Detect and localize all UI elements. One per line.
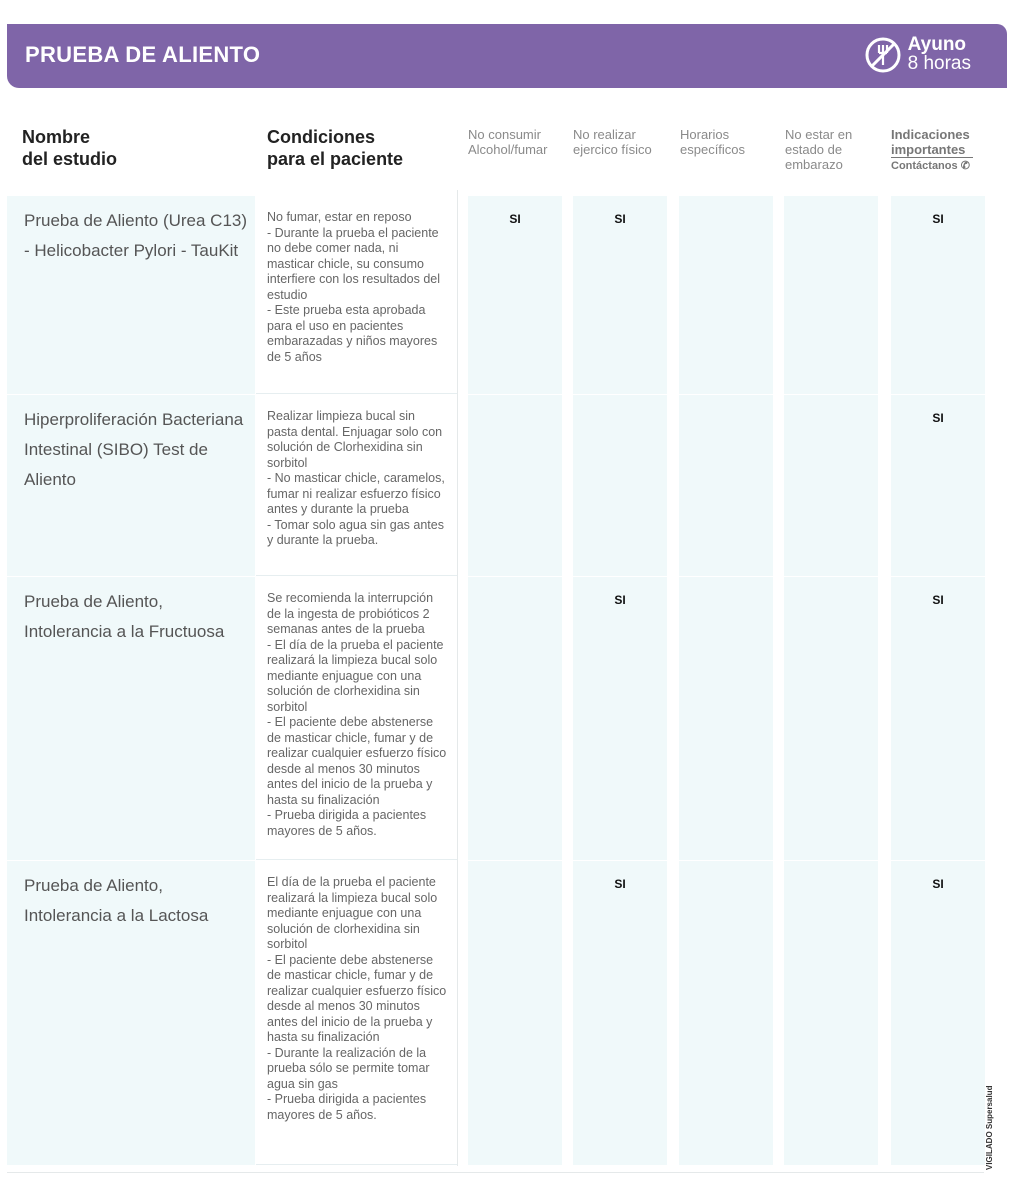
requirement-cell: SI [573, 861, 667, 1165]
requirement-cell: SI [468, 196, 562, 394]
requirement-cell: SI [891, 395, 985, 576]
study-name: Prueba de Aliento (Urea C13) - Helicobacter Pylori - TauKit [7, 196, 255, 394]
study-conditions: Realizar limpieza bucal sin pasta dental. Enjuagar solo con solución de Clorhexidina sin sorbitol - No masticar chicle, caramelos, fumar ni realizar esfuerzo físico antes y durante la prueba - Tomar solo agua sin gas antes y durante la prueba. [256, 395, 457, 576]
requirement-cell [679, 861, 773, 1165]
header-no-alcohol: No consumir Alcohol/fumar [468, 127, 548, 157]
section-title: PRUEBA DE ALIENTO [25, 42, 261, 67]
header-indications-important: importantes [891, 142, 973, 158]
requirement-cell: SI [891, 196, 985, 394]
fasting-label: Ayuno [907, 34, 967, 55]
vigilado-text: VIGILADO Supersalud [985, 1085, 994, 1170]
no-food-icon [864, 36, 902, 74]
requirement-cell [679, 395, 773, 576]
requirement-cell [468, 395, 562, 576]
requirement-cell: SI [573, 577, 667, 860]
header-no-pregnant: No estar en estado de embarazo [785, 127, 853, 172]
requirement-cell [784, 861, 878, 1165]
header-conditions: Condiciones para el paciente [267, 127, 404, 169]
contact-label: Contáctanos [891, 160, 958, 172]
requirement-cell [784, 196, 878, 394]
requirement-cell [679, 577, 773, 860]
study-name: Prueba de Aliento, Intolerancia a la Fructuosa [7, 577, 255, 860]
header-no-exercise: No realizar ejercico físico [573, 127, 652, 157]
vigilado-supersalud-logo [985, 1075, 1009, 1170]
study-name: Hiperproliferación Bacteriana Intestinal (SIBO) Test de Aliento [7, 395, 255, 576]
requirement-cell [679, 196, 773, 394]
requirement-cell: SI [573, 196, 667, 394]
study-name: Prueba de Aliento, Intolerancia a la Lactosa [7, 861, 255, 1165]
table-row [7, 577, 984, 860]
requirement-cell [573, 395, 667, 576]
table-row [7, 395, 984, 576]
requirement-cell: SI [891, 577, 985, 860]
requirement-cell [468, 577, 562, 860]
header-name: Nombre del estudio [22, 127, 118, 169]
phone-icon: ✆ [960, 160, 970, 172]
study-conditions: Se recomienda la interrupción de la ingesta de probióticos 2 semanas antes de la prueba - El día de la prueba el paciente realizará la limpieza bucal solo mediante enjuague con una solución de clorhexidina sin sorbitol - El paciente debe abstenerse de masticar chicle, fumar y de realizar cualquier esfuerzo físico desde al menos 30 minutos antes del inicio de la prueba y hasta su finalización - Prueba dirigida a pacientes mayores de 5 años. [256, 577, 457, 860]
header-indications: Indicaciones [891, 127, 970, 142]
contact-link[interactable] [891, 159, 986, 174]
fasting-badge [864, 36, 971, 74]
requirement-cell [784, 577, 878, 860]
requirement-cell: SI [891, 861, 985, 1165]
header-schedules: Horarios específicos [680, 127, 746, 157]
bottom-divider [7, 1172, 984, 1173]
fasting-hours: 8 horas [907, 53, 971, 74]
study-conditions: No fumar, estar en reposo - Durante la prueba el paciente no debe comer nada, ni masticar chicle, su consumo interfiere con los resultados del estudio - Este prueba esta aprobada para el uso en pacientes embarazadas y niños mayores de 5 años [256, 196, 457, 394]
table-row [7, 861, 984, 1165]
requirement-cell [468, 861, 562, 1165]
requirement-cell [784, 395, 878, 576]
study-conditions: El día de la prueba el paciente realizará la limpieza bucal solo mediante enjuague con una solución de clorhexidina sin sorbitol - El paciente debe abstenerse de masticar chicle, fumar y de realizar cualquier esfuerzo físico desde al menos 30 minutos antes del inicio de la prueba y hasta su finalización - Durante la realización de la prueba sólo se permite tomar agua sin gas - Prueba dirigida a pacientes mayores de 5 años. [256, 861, 457, 1165]
section-banner [7, 24, 1007, 88]
table-row [7, 196, 984, 394]
